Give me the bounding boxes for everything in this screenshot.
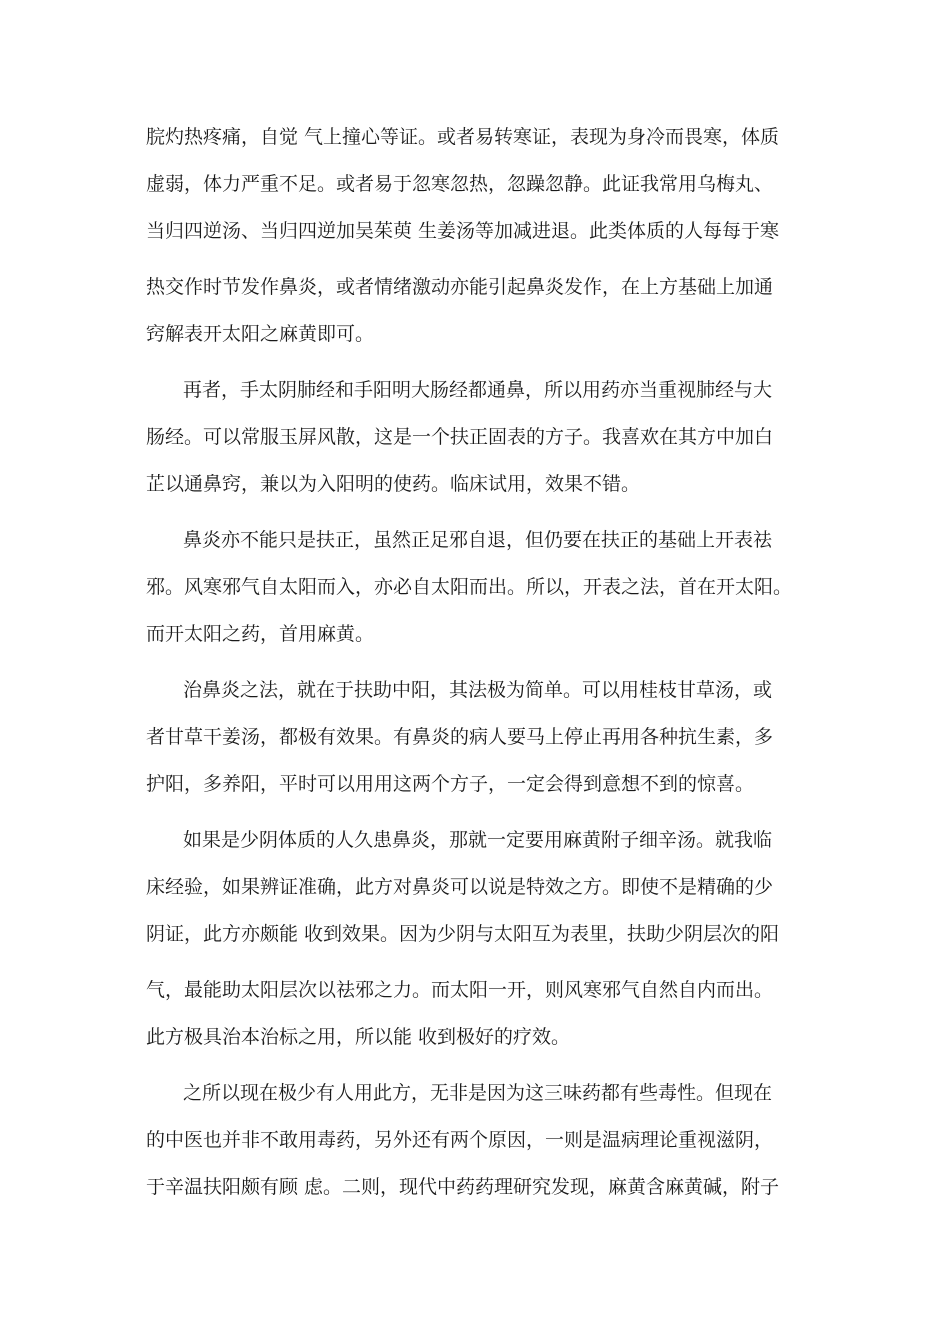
text-line: 床经验，如果辨证准确，此方对鼻炎可以说是特效之方。即使不是精确的少 [146, 876, 774, 898]
text-line: 邪。风寒邪气自太阳而入，亦必自太阳而出。所以，开表之法，首在开太阳。 [146, 576, 793, 598]
text-line: 之所以现在极少有人用此方，无非是因为这三味药都有些毒性。但现在 [183, 1082, 773, 1104]
text-line: 阴证，此方亦颇能 收到效果。因为少阴与太阳互为表里，扶助少阴层次的阳 [146, 923, 780, 945]
text-line: 者甘草干姜汤，都极有效果。有鼻炎的病人要马上停止再用各种抗生素，多 [146, 726, 774, 748]
text-line: 护阳，多养阳，平时可以用用这两个方子，一定会得到意想不到的惊喜。 [146, 773, 755, 795]
text-line: 气，最能助太阳层次以祛邪之力。而太阳一开，则风寒邪气自然自内而出。 [146, 979, 774, 1001]
text-line: 脘灼热疼痛，自觉 气上撞心等证。或者易转寒证，表现为身冷而畏寒，体质 [146, 126, 780, 148]
text-line: 鼻炎亦不能只是扶正，虽然正足邪自退，但仍要在扶正的基础上开表祛 [183, 529, 773, 551]
text-line: 的中医也并非不敢用毒药，另外还有两个原因，一则是温病理论重视滋阴， [146, 1129, 774, 1151]
text-line: 窍解表开太阳之麻黄即可。 [146, 323, 375, 345]
text-line: 于辛温扶阳颇有顾 虑。二则，现代中药药理研究发现，麻黄含麻黄碱，附子 [146, 1176, 780, 1198]
text-line: 芷以通鼻窍，兼以为入阳明的使药。临床试用，效果不错。 [146, 473, 641, 495]
text-line: 治鼻炎之法，就在于扶助中阳，其法极为简单。可以用桂枝甘草汤，或 [183, 679, 773, 701]
text-line: 肠经。可以常服玉屏风散，这是一个扶正固表的方子。我喜欢在其方中加白 [146, 426, 774, 448]
text-line: 再者，手太阴肺经和手阳明大肠经都通鼻，所以用药亦当重视肺经与大 [183, 379, 773, 401]
text-line: 当归四逆汤、当归四逆加吴茱萸 生姜汤等加减进退。此类体质的人每每于寒 [146, 220, 780, 242]
text-line: 而开太阳之药，首用麻黄。 [146, 623, 375, 645]
text-line: 如果是少阴体质的人久患鼻炎，那就一定要用麻黄附子细辛汤。就我临 [183, 829, 773, 851]
text-line: 虚弱，体力严重不足。或者易于忽寒忽热，忽躁忽静。此证我常用乌梅丸、 [146, 173, 774, 195]
text-line: 此方极具治本治标之用，所以能 收到极好的疗效。 [146, 1026, 571, 1048]
text-line: 热交作时节发作鼻炎，或者情绪激动亦能引起鼻炎发作，在上方基础上加通 [146, 276, 774, 298]
